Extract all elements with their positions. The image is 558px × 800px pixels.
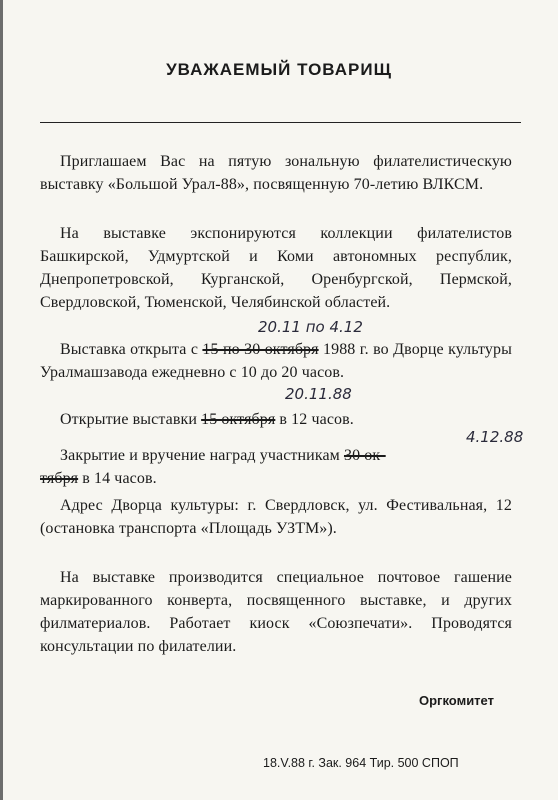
text-fragment: Открытие выставки <box>60 411 202 428</box>
text-fragment: 1988 г. во Дворце культуры Уралмашзавода ежедневно с 10 до 20 часов. <box>40 341 512 381</box>
card-edge <box>0 0 3 800</box>
struck-date: тября <box>40 470 79 487</box>
text-fragment: Выставка открыта с <box>60 341 203 358</box>
paragraph-text: На выставке экспонируются коллекции филателистов Башкирской, Удмуртской и Коми автономных республик, Днепропетровской, Курганской, Оренбургской, Пермской, Свердловской, Тюменской, Челябинской областей. <box>40 225 512 311</box>
text-fragment: в 14 часов. <box>78 470 157 487</box>
paragraph-text <box>40 338 512 384</box>
paragraph-dates <box>40 338 512 384</box>
struck-date: 15 по 30 октября <box>202 341 319 358</box>
handwritten-closing-day: 4.12.88 <box>466 428 524 446</box>
page-title: УВАЖАЕМЫЙ ТОВАРИЩ <box>166 60 392 79</box>
struck-date: 30 ок- <box>343 447 386 464</box>
paragraph-closing <box>40 444 512 490</box>
struck-date: 15 октября <box>201 411 276 428</box>
paragraph-text: Адрес Дворца культуры: г. Свердловск, ул. Фестивальная, 12 (остановка транспорта «Площадь УЗТМ»). <box>40 497 512 537</box>
paragraph-opening <box>40 408 512 431</box>
print-imprint: 18.V.88 г. Зак. 964 Тир. 500 СПОП <box>263 756 459 770</box>
text-fragment: Закрытие и вручение наград участникам <box>60 447 344 464</box>
handwritten-opening-day: 20.11.88 <box>285 385 352 403</box>
paragraph-postal <box>40 566 512 658</box>
paragraph-text <box>40 444 512 490</box>
handwritten-opening-dates: 20.11 по 4.12 <box>258 318 363 336</box>
title-divider <box>40 122 521 123</box>
paragraph-text: На выставке производится специальное почтовое гашение маркированного конверта, посвященного выставке, и других филматериалов. Работает киоск «Союзпечати». Проводятся консультации по филателии. <box>40 569 512 655</box>
signature-organizers: Оргкомитет <box>419 693 494 708</box>
paragraph-address <box>40 494 512 540</box>
paragraph-participants <box>40 222 512 314</box>
text-fragment: в 12 часов. <box>275 411 354 428</box>
paragraph-invitation <box>40 150 512 196</box>
paragraph-text: Приглашаем Вас на пятую зональную филателистическую выставку «Большой Урал-88», посвященную 70-летию ВЛКСМ. <box>40 153 512 193</box>
paragraph-text <box>40 408 512 431</box>
